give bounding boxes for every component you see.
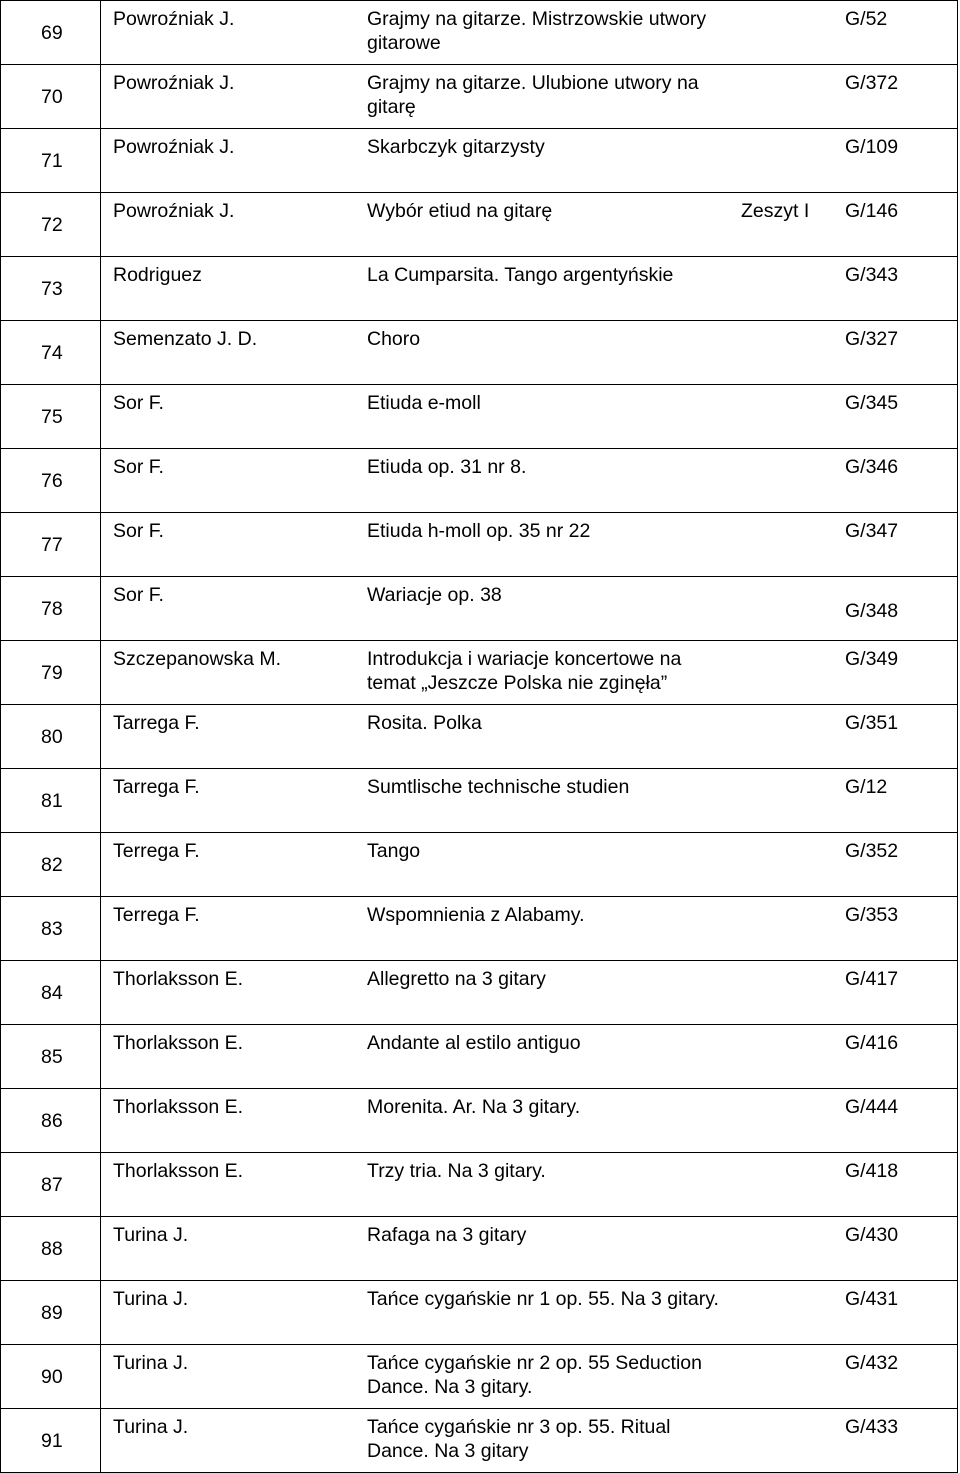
- volume-note: [741, 583, 843, 640]
- author-name: Sor F.: [113, 520, 164, 542]
- entry-cell: [101, 1, 958, 65]
- entry-cell: [101, 65, 958, 129]
- entry-cell: [101, 897, 958, 961]
- entry-cell: [101, 1089, 958, 1153]
- volume-note: [741, 1287, 843, 1344]
- author-name: Szczepanowska M.: [113, 648, 281, 670]
- row-number: 87: [1, 1153, 101, 1217]
- row-number: 88: [1, 1217, 101, 1281]
- volume-note: [741, 519, 843, 576]
- table-row: [1, 769, 958, 833]
- table-row: [1, 833, 958, 897]
- work-title: Etiuda op. 31 nr 8.: [367, 456, 527, 478]
- entry-cell: [101, 833, 958, 897]
- shelf-mark: G/343: [845, 264, 899, 286]
- work-title: Tańce cygańskie nr 1 op. 55. Na 3 gitary.: [367, 1288, 719, 1310]
- shelf-mark: G/345: [845, 392, 899, 414]
- work-title: Tango: [367, 840, 421, 862]
- shelf-mark: G/433: [845, 1416, 899, 1438]
- table-row: [1, 513, 958, 577]
- table-row: [1, 577, 958, 641]
- entry-fields: [101, 449, 957, 512]
- shelf-mark: G/352: [845, 840, 899, 862]
- author-name: Powroźniak J.: [113, 136, 235, 158]
- entry-cell: [101, 577, 958, 641]
- table-row: [1, 1345, 958, 1409]
- entry-cell: [101, 1345, 958, 1409]
- shelf-mark: G/12: [845, 776, 888, 798]
- work-title: Rosita. Polka: [367, 712, 482, 734]
- entry-cell: [101, 193, 958, 257]
- entry-fields: [101, 193, 957, 256]
- entry-fields: [101, 897, 957, 960]
- entry-cell: [101, 705, 958, 769]
- volume-note: Zeszyt I: [741, 200, 810, 222]
- row-number: 89: [1, 1281, 101, 1345]
- table-row: [1, 1153, 958, 1217]
- row-number: 70: [1, 65, 101, 129]
- row-number: 80: [1, 705, 101, 769]
- table-row: [1, 641, 958, 705]
- author-name: Tarrega F.: [113, 776, 200, 798]
- author-name: Tarrega F.: [113, 712, 200, 734]
- work-title: Morenita. Ar. Na 3 gitary.: [367, 1096, 581, 1118]
- author-name: Thorlaksson E.: [113, 1096, 244, 1118]
- volume-note: [741, 1095, 843, 1152]
- entry-fields: [101, 1025, 957, 1088]
- shelf-mark: G/432: [845, 1352, 899, 1374]
- table-row: [1, 897, 958, 961]
- volume-note: [741, 967, 843, 1024]
- work-title: Etiuda e-moll: [367, 392, 481, 414]
- author-name: Sor F.: [113, 584, 164, 606]
- entry-cell: [101, 1025, 958, 1089]
- entry-cell: [101, 257, 958, 321]
- author-name: Thorlaksson E.: [113, 1160, 244, 1182]
- shelf-mark: G/431: [845, 1288, 899, 1310]
- row-number: 82: [1, 833, 101, 897]
- shelf-mark: G/444: [845, 1096, 899, 1118]
- work-title: Tańce cygańskie nr 2 op. 55 Seduction Dance. Na 3 gitary.: [367, 1352, 702, 1398]
- entry-cell: [101, 961, 958, 1025]
- work-title: Wybór etiud na gitarę: [367, 200, 553, 222]
- author-name: Turina J.: [113, 1224, 189, 1246]
- row-number: 76: [1, 449, 101, 513]
- work-title: Trzy tria. Na 3 gitary.: [367, 1160, 546, 1182]
- row-number: 71: [1, 129, 101, 193]
- volume-note: [741, 903, 843, 960]
- row-number: 72: [1, 193, 101, 257]
- volume-note: [741, 839, 843, 896]
- volume-note: [741, 455, 843, 512]
- shelf-mark: G/327: [845, 328, 899, 350]
- table-row: [1, 705, 958, 769]
- entry-fields: [101, 961, 957, 1024]
- shelf-mark: G/353: [845, 904, 899, 926]
- entry-cell: [101, 449, 958, 513]
- author-name: Turina J.: [113, 1352, 189, 1374]
- table-row: [1, 1025, 958, 1089]
- entry-cell: [101, 1281, 958, 1345]
- entry-fields: [101, 65, 957, 128]
- table-row: [1, 257, 958, 321]
- author-name: Powroźniak J.: [113, 8, 235, 30]
- work-title: Choro: [367, 328, 421, 350]
- work-title: Tańce cygańskie nr 3 op. 55. Ritual Dance. Na 3 gitary: [367, 1416, 671, 1462]
- entry-cell: [101, 1153, 958, 1217]
- work-title: La Cumparsita. Tango argentyńskie: [367, 264, 674, 286]
- row-number: 78: [1, 577, 101, 641]
- work-title: Allegretto na 3 gitary: [367, 968, 546, 990]
- entry-fields: [101, 769, 957, 832]
- volume-note: [741, 391, 843, 448]
- row-number: 81: [1, 769, 101, 833]
- entry-fields: [101, 385, 957, 448]
- table-row: [1, 449, 958, 513]
- entry-cell: [101, 1217, 958, 1281]
- row-number: 85: [1, 1025, 101, 1089]
- author-name: Thorlaksson E.: [113, 968, 244, 990]
- volume-note: [741, 1223, 843, 1280]
- author-name: Turina J.: [113, 1416, 189, 1438]
- entry-cell: [101, 129, 958, 193]
- row-number: 73: [1, 257, 101, 321]
- author-name: Terrega F.: [113, 904, 200, 926]
- shelf-mark: G/351: [845, 712, 899, 734]
- author-name: Rodriguez: [113, 264, 202, 286]
- entry-fields: [101, 1, 957, 64]
- shelf-mark: G/349: [845, 648, 899, 670]
- shelf-mark: G/109: [845, 136, 899, 158]
- shelf-mark: G/416: [845, 1032, 899, 1054]
- entry-fields: [101, 1281, 957, 1344]
- work-title: Grajmy na gitarze. Ulubione utwory na gitarę: [367, 72, 699, 118]
- volume-note: [741, 1415, 843, 1472]
- entry-cell: [101, 513, 958, 577]
- volume-note: [741, 263, 843, 320]
- author-name: Turina J.: [113, 1288, 189, 1310]
- entry-fields: [101, 1153, 957, 1216]
- work-title: Wariacje op. 38: [367, 584, 502, 606]
- author-name: Sor F.: [113, 456, 164, 478]
- entry-fields: [101, 1089, 957, 1152]
- shelf-mark: G/52: [845, 8, 888, 30]
- row-number: 77: [1, 513, 101, 577]
- table-row: [1, 1089, 958, 1153]
- row-number: 74: [1, 321, 101, 385]
- volume-note: [741, 1031, 843, 1088]
- shelf-mark: G/418: [845, 1160, 899, 1182]
- table-row: [1, 1281, 958, 1345]
- entry-fields: [101, 257, 957, 320]
- volume-note: [741, 1159, 843, 1216]
- shelf-mark: G/347: [845, 520, 899, 542]
- entry-fields: [101, 1217, 957, 1280]
- work-title: Wspomnienia z Alabamy.: [367, 904, 585, 926]
- row-number: 91: [1, 1409, 101, 1473]
- table-row: [1, 193, 958, 257]
- work-title: Sumtlische technische studien: [367, 776, 630, 798]
- work-title: Rafaga na 3 gitary: [367, 1224, 527, 1246]
- entry-fields: [101, 513, 957, 576]
- author-name: Terrega F.: [113, 840, 200, 862]
- entry-cell: [101, 321, 958, 385]
- work-title: Etiuda h-moll op. 35 nr 22: [367, 520, 591, 542]
- volume-note: [741, 775, 843, 832]
- volume-note: [741, 135, 843, 192]
- row-number: 84: [1, 961, 101, 1025]
- work-title: Grajmy na gitarze. Mistrzowskie utwory gitarowe: [367, 8, 707, 54]
- row-number: 83: [1, 897, 101, 961]
- row-number: 75: [1, 385, 101, 449]
- entry-cell: [101, 769, 958, 833]
- author-name: Thorlaksson E.: [113, 1032, 244, 1054]
- entry-cell: [101, 641, 958, 705]
- row-number: 79: [1, 641, 101, 705]
- volume-note: [741, 711, 843, 768]
- volume-note: [741, 71, 843, 128]
- volume-note: [741, 1351, 843, 1408]
- volume-note: [741, 647, 843, 704]
- entry-fields: [101, 833, 957, 896]
- author-name: Semenzato J. D.: [113, 328, 258, 350]
- row-number: 69: [1, 1, 101, 65]
- shelf-mark: G/348: [845, 600, 899, 622]
- volume-note: [741, 7, 843, 64]
- shelf-mark: G/430: [845, 1224, 899, 1246]
- table-row: [1, 1217, 958, 1281]
- table-row: [1, 385, 958, 449]
- author-name: Powroźniak J.: [113, 72, 235, 94]
- author-name: Sor F.: [113, 392, 164, 414]
- shelf-mark: G/417: [845, 968, 899, 990]
- shelf-mark: G/346: [845, 456, 899, 478]
- catalog-table-body: [1, 1, 958, 1473]
- entry-fields: [101, 705, 957, 768]
- table-row: [1, 961, 958, 1025]
- volume-note: [741, 327, 843, 384]
- entry-fields: [101, 321, 957, 384]
- shelf-mark: G/146: [845, 200, 899, 222]
- author-name: Powroźniak J.: [113, 200, 235, 222]
- table-row: [1, 129, 958, 193]
- work-title: Skarbczyk gitarzysty: [367, 136, 545, 158]
- row-number: 90: [1, 1345, 101, 1409]
- row-number: 86: [1, 1089, 101, 1153]
- entry-fields: [101, 129, 957, 192]
- entry-cell: [101, 385, 958, 449]
- entry-fields: [101, 641, 957, 704]
- table-row: [1, 65, 958, 129]
- work-title: Andante al estilo antiguo: [367, 1032, 581, 1054]
- table-row: [1, 321, 958, 385]
- table-row: [1, 1, 958, 65]
- entry-fields: [101, 577, 957, 640]
- shelf-mark: G/372: [845, 72, 899, 94]
- entry-fields: [101, 1345, 957, 1408]
- work-title: Introdukcja i wariacje koncertowe na temat „Jeszcze Polska nie zginęła”: [367, 648, 682, 694]
